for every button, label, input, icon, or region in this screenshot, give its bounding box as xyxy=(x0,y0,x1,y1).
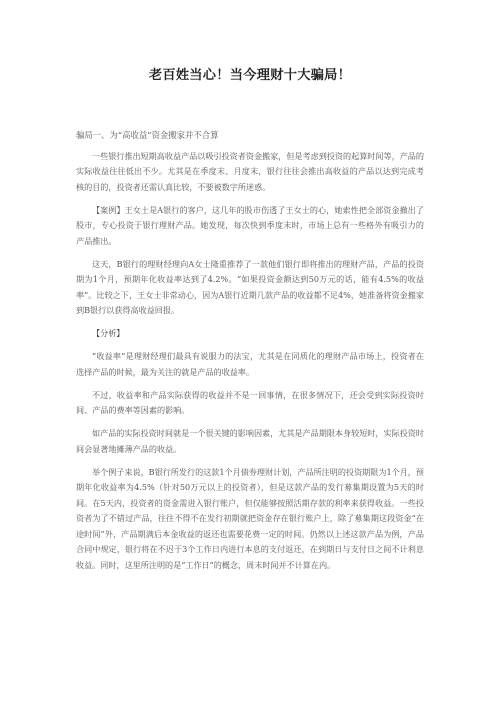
paragraph-intro: 一些银行推出短期高收益产品以吸引投资者资金搬家，但是考虑到投资的起算时间等，产品的实际收益往往低出不少。尤其是在季度末、月度末，银行往往会推出高收益的产品以达到完成考核的目的，投资者还需认真比较，不要被数字所迷惑。 xyxy=(76,150,424,192)
paragraph-analysis-label: 【分析】 xyxy=(92,328,125,338)
paragraph-case-detail: 这天，B银行的理财经理向A女士隆重推荐了一款他们银行即将推出的理财产品，产品的投资期为1个月，预期年化收益率达到了4.2%。“如果投资金额达到50万元的话，能有4.5%的收益率”。比较之下，王女士非常动心，因为A银行近期几款产品的收益都不足4%，她准备将资金搬家到B银行以获得高收益回报。 xyxy=(76,258,424,315)
paragraph-analysis-2: 不过，收益率和产品实际获得的收益并不是一回事情，在很多情况下，还会受到实际投资时间、产品的费率等因素的影响。 xyxy=(76,389,424,415)
paragraph-analysis-1: “收益率”是理财经理们最具有说服力的法宝，尤其是在同质化的理财产品市场上，投资者在选择产品的时候，最为关注的就是产品的收益率。 xyxy=(76,351,424,377)
paragraph-analysis-3: 如产品的实际投资时间就是一个很关键的影响因素，尤其是产品期限本身较短时，实际投资时间会显著地摊薄产品的收益。 xyxy=(76,428,424,454)
section-heading: 骗局一、为“高收益”资金搬家并不合算 xyxy=(76,130,219,140)
paragraph-example: 举个例子来说，B银行所发行的这款1个月债券理财计划，产品所注明的投资期限为1个月，预期年化收益率为4.5%（针对50万元以上的投资者），但是这款产品的发行募集期设置为5天的时间。在5天内，投资者的资金需进入银行账户，但仅能够按照活期存款的利率来获得收益。一些投资者为了不错过产品，往往不得不在发行初期就把资金存在银行账户上，除了募集期这段资金“在途时间”外，产品期满后本金收益的返还也需要花费一定的时间。仍然以上述这款产品为例，产品合同中规定，银行将在不迟于3个工作日内进行本息的支付返还，在到期日与支付日之间不计利息收益。同时，这里所注明的是“工作日”的概念，周末时间并不计算在内。 xyxy=(76,466,424,570)
document-body xyxy=(76,128,424,573)
paragraph-case: 【案例】王女士是A银行的客户，这几年的股市伤透了王女士的心，她索性把全部资金撤出了股市，专心投资于银行理财产品。她发现，每次快到季度末时，市场上总有一些格外有吸引力的产品推出。 xyxy=(76,204,424,246)
document-title: 老百姓当心！当今理财十大骗局！ xyxy=(148,68,352,83)
